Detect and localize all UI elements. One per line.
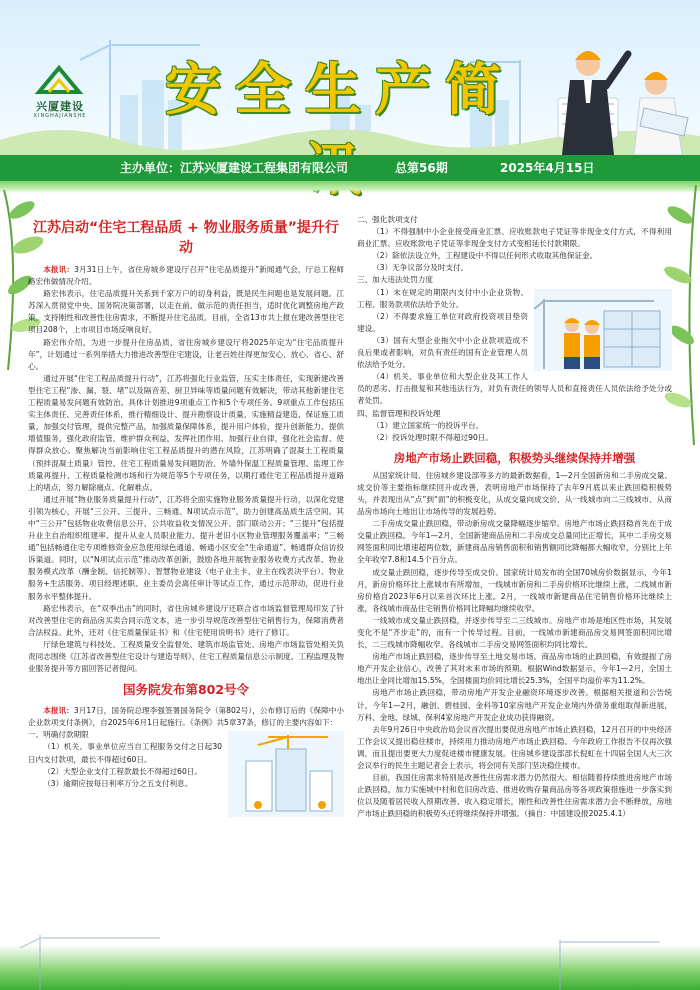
article-title-state-council-order: 国务院发布第802号令	[122, 682, 250, 698]
article-paragraph: 二手房成交量止跌回稳，带动新房成交量降幅逐步缩窄。房地产市场止跌回稳首先在于成交量止跌回稳。今年1—2月，全国新建商品房和二手房成交总量同比正增长，其中二手房交易网签面积同比增速超两位数，新建商品房销售面积和销售额同比降幅都大幅收窄，分别比上年全年收窄7.8和14.5个百分点。	[357, 519, 672, 565]
article-paragraph: 厅绿色建筑与科技处、工程质量安全监督处、建筑市场监管处、房地产市场监管处相关负责同志围绕《江苏省改善型住宅设计与建造导则》、住宅工程质量信息公示制度、工程监理及物业服务提升等方面回答记者提问。	[28, 639, 344, 674]
left-column	[28, 218, 344, 819]
masthead-header	[0, 0, 700, 155]
company-logo	[20, 62, 100, 122]
construction-workers-illustration	[548, 28, 698, 155]
article-paragraph: 成交量止跌回稳，逐步传导至成交价。国家统计局发布的全国70城房价数据显示，今年1月，新房价格环比上涨城市有所增加，一线城市新房和二手房价格环比继续上涨，二线城市新房价格自2023年6月以来首次环比上涨。2月，一线城市新建商品住宅销售价格环比继续上涨，各线城市商品住宅销售价格同比降幅均继续收窄。	[357, 567, 672, 613]
article-paragraph: 一线城市成交量止跌回稳，并逐步传导至二三线城市。房地产市场是地区性市场，其发展变化不是“齐步走”的，而有一个传导过程。目前，一线城市新建商品房交易网签面积同比增长，二三线城市降幅收窄。各线城市二手房交易网签面积均同比增长。	[357, 615, 672, 650]
article-paragraph: （2）投诉处理时限不得超过90日。	[372, 432, 493, 442]
article-paragraph: （1）不得强制中小企业接受商业汇票、应收账款电子凭证等非现金支付方式，不得利用商业汇票、应收账款电子凭证等非现金支付方式变相延长付款期限。	[357, 227, 672, 249]
article-paragraph: （1）未在规定的期限内支付中小企业货物、工程、服务款项依法给予处分。	[357, 287, 528, 309]
crane-illustration	[0, 930, 700, 990]
article-paragraph: 三、加大违法处罚力度	[357, 275, 433, 285]
article-paragraph: 通过开展“住宅工程品质提升行动”，江苏将强化行业监管，压实主体责任，实现新建改善型住宅工程“渗、漏、裂、堵”以及隔音差、厨卫异味等质量问题有效解决，带动其他新建住宅工程质量易发问题有效防治。具体计划推进9项重点工作和5个专项任务。9项重点工作包括压实主体责任、完善责任体系，推行精细设计、提升勘察设计质量，实施精益建造、保证施工质量，加强交付管理，提供完整产品，加强质量保障体系，提升用户体验，提升创新能力、提供增值服务，强化政府监管，维护群众利益，发挥社团作用、加强行业自律，强化社会监督、使得群众放心。聚焦解决当前影响住宅工程品质提升的潜在风险，江苏明确了混凝土工程质量（预拌混凝土质量）管控、住宅工程质量易发问题防治、外墙外保温工程质量管理、监理工作质量再提升、工程质量检测市场和行为规范等5个专项任务，以期打通住宅工程品质提升道路上的堵点，努力解除痛点、化解难点。	[28, 373, 344, 492]
article-paragraph: 通过开展“物业服务质量提升行动”，江苏将全面实施物业服务质量提升行动，以深化党建引领为核心，开展“三公开、三提升、三畅通、N项试点示范”，助力创建高品质生活空间。其中“三公开”包括物业收费信息公开、公共收益收支情况公开、部门联动公开；“三提升”包括提升业主自治组织组建率、提升从业人员职业能力、提升老旧小区物业管理服务覆盖率；“三畅通”包括畅通住宅专项维修资金应急使用绿色通道、畅通小区安全“生命通道”、畅通群众信访投诉渠道。同时，以“N项试点示范”推动改革创新，鼓励各地开展物业服务收费方式改革、物业服务模式改革（酬金制、信托制等）、智慧物业建设（电子业主卡、业主在线表决平台）、物业服务+生活服务、项目经理述职、业主委员会离任审计等试点工作，通过示范带动，促进行业服务水平整体提升。	[28, 494, 344, 601]
article-title-property-market: 房地产市场止跌回稳，积极势头继续保持并增强	[393, 450, 636, 465]
article-paragraph: 路宏伟表示，在“双季出击”的同时，省住房城乡建设厅还联合省市场监督管理局印发了针对改善型住宅的商品房买卖合同示范文本，进一步引导规范改善型住宅销售行为，保障消费者合法权益。此外，还对《住宅质量保证书》和《住宅使用说明书》进行了修订。	[28, 603, 344, 637]
article-paragraph: （2）不得要求施工单位对政府投资项目垫资建设。	[357, 311, 528, 333]
issue-number: 总第56期	[395, 161, 448, 175]
article-paragraph: （2）除依法设立外，工程建设中不得以任何形式收取其他保证金。	[372, 251, 598, 261]
article-paragraph: 目前，我国住房需求特别是改善性住房需求潜力仍然很大。相信随着持续推进房地产市场止跌回稳，加力实施城中村和危旧房改造、推进收购存量商品房等各项政策措施进一步落实到位以及随着居民收入预期改善、收入稳定增长，刚性和改善性住房需求潜力会不断释放，房地产市场止跌回稳的积极势头还将继续保持并增强。（摘自：中国建设报2025.4.1）	[357, 773, 672, 819]
article-paragraph: 四、监督管理和投诉处理	[357, 408, 441, 418]
article-paragraph: （1）机关、事业单位应当自工程服务交付之日起30日内支付款项，最长不得超过60日。	[28, 742, 222, 764]
right-column	[357, 214, 672, 821]
article-paragraph: 3月31日上午，省住房城乡建设厅召开“住宅品质提升”新闻通气会，厅总工程师路宏伟做情况介绍。	[28, 265, 345, 287]
article-paragraph: 路宏伟表示，住宅品质提升关系到千家万户的切身利益，既是民生问题也是发展问题。江苏深入贯彻党中央、国务院决策部署，以走在前、做示范的责任担当，适时优化调整房地产政策，支持刚性和改善性住房需求，不断提升住宅品质。目前，全省13市共上报在建改善型住宅项目208个，上市项目市场反响良好。	[28, 289, 344, 335]
article-paragraph: （3）国有大型企业拖欠中小企业款项造成不良后果或者影响，对负有责任的国有企业管理人员依法给予处分。	[357, 335, 528, 370]
article-paragraph: 一、明确付款期限	[28, 730, 89, 740]
article-paragraph: （4）机关、事业单位和大型企业及其工作人员的恶劣、打击报复和其他违法行为，对负有责任的领导人员和直接责任人员依法给予处分或者处罚。	[357, 372, 672, 406]
logo-english: XINGHAJIANSHE	[33, 113, 87, 119]
article-paragraph: 去年9月26日中央政治局会议首次提出要促进房地产市场止跌回稳，12月召开的中央经济工作会议又提出稳住楼市，持续用力推动房地产市场止跌回稳。今年政府工作报告不仅再次强调，而且提出要更大力度促进楼市健康发展。住房城乡建设部部长倪虹在十四届全国人大三次会议举行的民生主题记者会上表示，将会同有关部门坚决稳住楼市。	[357, 724, 672, 771]
lead-tag: 本报讯：	[43, 706, 74, 716]
article-paragraph: （1）建立国家统一的投诉平台。	[372, 420, 484, 430]
grass-divider	[0, 181, 700, 193]
article-paragraph: （3）逾期应按每日利率万分之五支付利息。	[43, 778, 193, 788]
publication-info-bar	[0, 155, 700, 181]
article-paragraph: 二、强化款项支付	[357, 215, 418, 224]
logo-name: 兴厦建设	[36, 100, 84, 113]
article-paragraph: 从国家统计局、住房城乡建设部等多方的最新数据看，1—2月全国新房和二手房成交量、成交价等主要指标继续回升或改善，表明房地产市场保持了去年9月底以来止跌回稳积极势头，并表现出从“点”到“面”的积极变化，从成交量向成交价、从一线城市向二三线城市、从商品房市场向土地出让市场传导的发展趋势。	[357, 470, 672, 517]
article-paragraph: 3月17日，国务院总理李强签署国务院令（第802号），公布修订后的《保障中小企业款项支付条例》，自2025年6月1日起施行。《条例》共5章37条，修订的主要内容如下：	[28, 706, 345, 728]
article-paragraph: 房地产市场止跌回稳，逐步传导至土地交易市场。商品房市场的止跌回稳，有效提振了房地产开发企业信心，改善了其对未来市场的预期。根据Wind数据显示，今年1—2月，全国土地出让金同比增加15.5%，全国楼面均价同比增长25.3%，全国平均溢价率为11.2%。	[357, 652, 672, 686]
logo-mark-icon	[35, 62, 83, 98]
newsletter-title: 安全生产简	[165, 57, 515, 123]
article-title-housing-quality: 江苏启动“住宅工程品质 + 物业服务质量”提升行动	[33, 220, 339, 256]
lead-tag: 本报讯：	[43, 265, 75, 274]
article-paragraph: （3）无争议部分及时支付。	[372, 263, 469, 273]
article-paragraph: 路宏伟介绍，为进一步提升住房品质，省住房城乡建设厅将2025年定为“住宅品质提升年”，计划通过一系列举措大力推进改善型住宅建设，让老百姓住得更加安心、放心、省心、舒心。	[28, 337, 344, 371]
issue-date: 2025年4月15日	[500, 161, 595, 175]
building-illustration	[228, 731, 344, 817]
sponsor-text: 主办单位：江苏兴厦建设工程集团有限公司	[120, 161, 349, 175]
article-paragraph: 房地产市场止跌回稳，带动房地产开发企业融资环境逐步改善。根据相关报道和公告统计，今年1—2月，融创、碧桂园、金科等10家房地产开发企业境内外债务重组取得新进展，万科、金地、绿城、保利4家房地产开发企业成功获得融资。	[357, 688, 672, 722]
construction-workers-illustration	[534, 289, 672, 371]
article-paragraph: （2）大型企业支付工程款最长不得超过60日。	[43, 766, 202, 776]
